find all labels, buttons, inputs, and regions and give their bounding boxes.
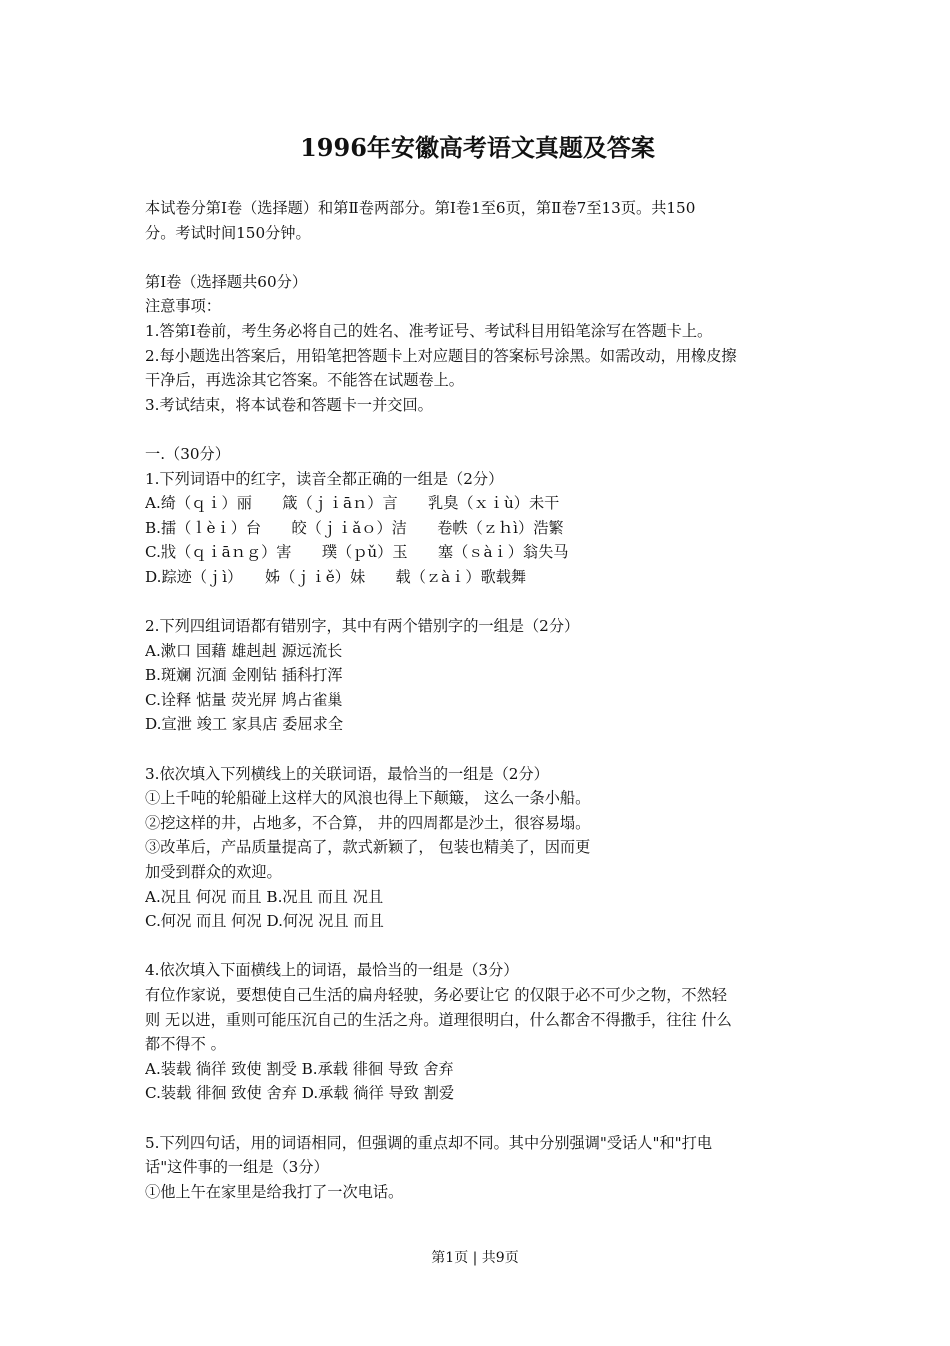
text-line: ②挖这样的井，占地多，不合算， 井的四周都是沙土，很容易塌。 bbox=[145, 813, 591, 832]
answer-option: A.装载 徜徉 致使 割受 B.承载 徘徊 导致 舍弃 bbox=[145, 1059, 454, 1078]
question-stem: 2.下列四组词语都有错别字，其中有两个错别字的一组是（2分） bbox=[145, 617, 580, 636]
text-line: 3.考试结束，将本试卷和答题卡一并交回。 bbox=[145, 395, 433, 414]
text-line: 2.每小题选出答案后，用铅笔把答题卡上对应题目的答案标号涂黑。如需改动，用橡皮擦 bbox=[145, 346, 737, 365]
answer-option: C.何况 而且 何况 D.何况 况且 而且 bbox=[145, 912, 384, 931]
answer-option: A.漱口 国藉 雄赳赳 源远流长 bbox=[145, 641, 343, 660]
question-2 bbox=[145, 614, 810, 737]
text-line: 干净后，再选涂其它答案。不能答在试题卷上。 bbox=[145, 371, 464, 390]
text-line: 分。考试时间150分钟。 bbox=[145, 223, 311, 242]
text-line: 则 无以进，重则可能压沉自己的生活之舟。道理很明白，什么都舍不得撒手，往往 什么 bbox=[145, 1010, 732, 1029]
text-line: 都不得不 。 bbox=[145, 1035, 226, 1054]
answer-option: B.斑斓 沉湎 金刚钻 插科打浑 bbox=[145, 666, 343, 685]
question-stem: 5.下列四句话，用的词语相同，但强调的重点却不同。其中分别强调"受话人"和"打电 bbox=[145, 1133, 713, 1152]
text-line: 本试卷分第Ⅰ卷（选择题）和第Ⅱ卷两部分。第Ⅰ卷1至6页，第Ⅱ卷7至13页。共150 bbox=[145, 199, 696, 217]
question-4 bbox=[145, 958, 810, 1106]
question-stem: 3.依次填入下列横线上的关联词语，最恰当的一组是（2分） bbox=[145, 764, 549, 783]
text-line: ①他上午在家里是给我打了一次电话。 bbox=[145, 1182, 404, 1201]
text-line: 1.答第Ⅰ卷前，考生务必将自己的姓名、准考证号、考试科目用铅笔涂写在答题卡上。 bbox=[145, 321, 713, 340]
answer-option: A.况且 何况 而且 B.况且 而且 况且 bbox=[145, 887, 384, 906]
answer-option: C.诠释 惦量 荧光屏 鸠占雀巢 bbox=[145, 690, 343, 709]
part1-instructions bbox=[145, 270, 810, 418]
text-line: 注意事项： bbox=[145, 297, 221, 316]
text-line: ①上千吨的轮船碰上这样大的风浪也得上下颠簸， 这么一条小船。 bbox=[145, 789, 591, 808]
text-line: 有位作家说，要想使自己生活的扁舟轻驶，务必要让它 的仅限于必不可少之物，不然轻 bbox=[145, 986, 727, 1004]
text-line: 话"这件事的一组是（3分） bbox=[145, 1158, 329, 1177]
section-heading: 第Ⅰ卷（选择题共60分） bbox=[145, 272, 308, 291]
document-body bbox=[145, 196, 810, 1204]
answer-option: D.踪迹（ｊì） 姊（ｊｉě）妹 载（ｚàｉ）歌载舞 bbox=[145, 567, 527, 586]
page-title: 1996年安徽高考语文真题及答案 bbox=[300, 133, 655, 162]
answer-option: C.装载 徘徊 致使 舍弃 D.承载 徜徉 导致 割爱 bbox=[145, 1084, 455, 1103]
intro-paragraph bbox=[145, 196, 810, 245]
question-1 bbox=[145, 442, 810, 590]
text-line: 加受到群众的欢迎。 bbox=[145, 863, 282, 882]
text-line: ③改革后，产品质量提高了，款式新颖了， 包装也精美了，因而更 bbox=[145, 838, 591, 857]
page-footer: 第1页 | 共9页 bbox=[431, 1250, 519, 1266]
question-stem: 4.依次填入下面横线上的词语，最恰当的一组是（3分） bbox=[145, 961, 519, 980]
section-heading: 一.（30分） bbox=[145, 444, 230, 463]
question-3 bbox=[145, 762, 810, 934]
answer-option: A.绮（ｑｉ）丽 箴（ｊｉāｎ）言 乳臭（ｘｉù）未干 bbox=[145, 494, 560, 513]
question-5 bbox=[145, 1131, 810, 1205]
answer-option: B.擂（ｌèｉ）台 皎（ｊｉǎｏ）洁 卷帙（ｚｈì）浩繁 bbox=[145, 518, 564, 537]
question-stem: 1.下列词语中的红字，读音全都正确的一组是（2分） bbox=[145, 469, 504, 488]
answer-option: C.戕（ｑｉāｎｇ）害 璞（ｐǔ）玉 塞（ｓàｉ）翁失马 bbox=[145, 543, 569, 562]
answer-option: D.宣泄 竣工 家具店 委屈求全 bbox=[145, 715, 344, 734]
